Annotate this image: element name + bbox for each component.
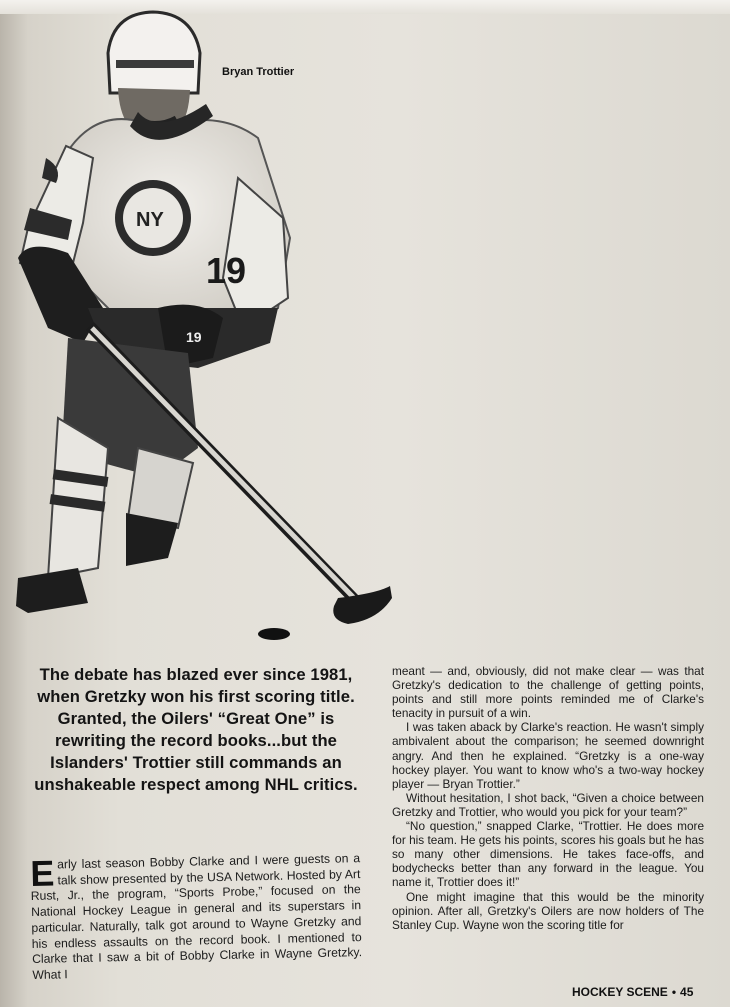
player-photo: [8, 8, 398, 648]
article-column-right: [392, 664, 704, 932]
paragraph: Without hesitation, I shot back, “Given a choice between Gretzky and Trottier, who would you pick for your team?”: [392, 790, 704, 819]
paragraph: One might imagine that this would be the minority opinion. After all, Gretzky's Oilers are now holders of The Stanley Cup. Wayne won the scoring title for: [392, 889, 704, 932]
glove-number: 19: [186, 329, 202, 345]
page-number: 45: [680, 985, 694, 999]
page-footer: [572, 985, 697, 999]
magazine-name: HOCKEY SCENE: [572, 985, 668, 999]
drop-cap: E: [29, 852, 55, 894]
photo-caption: Bryan Trottier: [222, 66, 295, 78]
left-column-text: arly last season Bobby Clarke and I were guests on a talk show presented by the USA Network. Hosted by Art Rust, Jr., the program, “Sports Probe,” focused on the National Hockey League in general and its superstars in particular. Naturally, talk got around to Wayne Gretzky and his endless assaults on the record book. I mentioned to Clarke that I saw a bit of Bobby Clarke in Wayne Gretzky. What I: [30, 851, 363, 982]
article-column-left: [30, 851, 363, 984]
footer-separator: •: [671, 985, 677, 999]
crest-lettering: NY: [136, 209, 164, 231]
paragraph: “No question,” snapped Clarke, “Trottier. He does more for his team. He gets his points, scores his goals but he has so many other dimensions. He takes face-offs, and bodychecks better than any forward in the league. You name it, Trottier does it!”: [392, 819, 704, 890]
article-deck: The debate has blazed ever since 1981, when Gretzky won his first scoring title. Granted, the Oilers' “Great One” is rewriting the record books...but the Islanders' Trottier still commands an unshakeable respect among NHL critics.: [34, 665, 358, 794]
paragraph: I was taken aback by Clarke's reaction. He wasn't simply ambivalent about the comparison; he seemed downright angry. And then he explained. “Gretzky is a one-way hockey player. You want to know who's a two-way hockey player — Bryan Trottier.”: [392, 720, 704, 791]
paragraph: meant — and, obviously, did not make clear — was that Gretzky's dedication to the challenge of getting points, points and still more points reminded me of Clarke's tenacity in pursuit of a win.: [392, 664, 704, 721]
sleeve-number: 19: [206, 250, 247, 291]
